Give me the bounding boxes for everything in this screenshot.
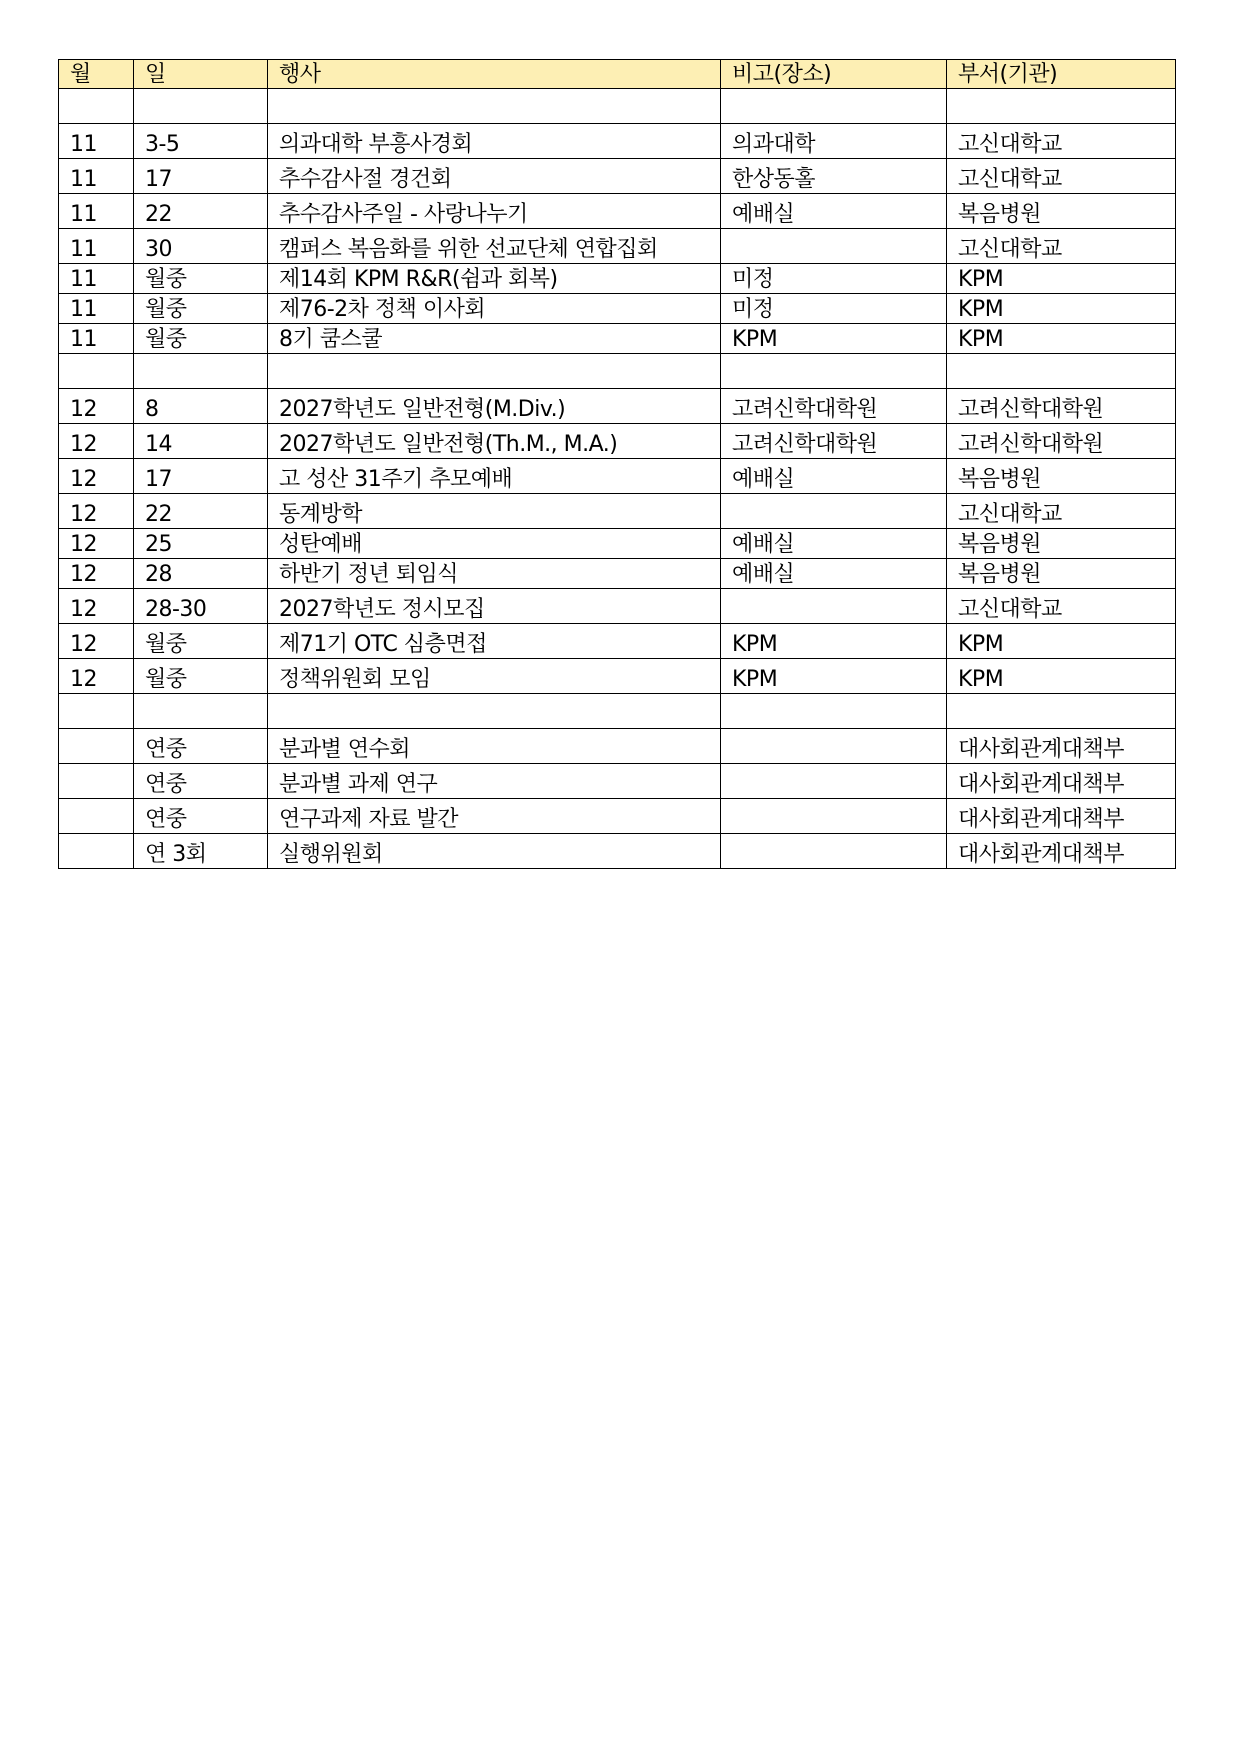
table-row (59, 264, 1176, 294)
header-event: 행사 (268, 60, 721, 89)
cell-location: 고려신학대학원 (721, 389, 947, 424)
cell-month: 12 (59, 459, 134, 494)
cell-month: 11 (59, 159, 134, 194)
table-header-row (59, 60, 1176, 89)
cell-month (59, 799, 134, 834)
table-row (59, 229, 1176, 264)
cell-location (721, 229, 947, 264)
table-row (59, 764, 1176, 799)
cell-day: 25 (134, 529, 268, 559)
cell-location: 고려신학대학원 (721, 424, 947, 459)
cell-month: 11 (59, 194, 134, 229)
cell-department: 복음병원 (947, 529, 1176, 559)
cell-day: 14 (134, 424, 268, 459)
cell-day: 연 3회 (134, 834, 268, 869)
table-row (59, 694, 1176, 729)
cell-location: 예배실 (721, 529, 947, 559)
cell-department: 복음병원 (947, 194, 1176, 229)
cell-day: 28-30 (134, 589, 268, 624)
cell-location: 예배실 (721, 194, 947, 229)
cell-department: KPM (947, 264, 1176, 294)
cell-location (721, 799, 947, 834)
cell-location: 의과대학 (721, 124, 947, 159)
cell-department: KPM (947, 294, 1176, 324)
cell-day: 연중 (134, 799, 268, 834)
table-row (59, 459, 1176, 494)
cell-department (947, 354, 1176, 389)
cell-department: 고신대학교 (947, 589, 1176, 624)
cell-event: 추수감사절 경건회 (268, 159, 721, 194)
cell-location: 미정 (721, 294, 947, 324)
cell-location: 한상동홀 (721, 159, 947, 194)
cell-event: 추수감사주일 - 사랑나누기 (268, 194, 721, 229)
header-day: 일 (134, 60, 268, 89)
cell-month (59, 764, 134, 799)
table-row (59, 124, 1176, 159)
cell-month: 12 (59, 529, 134, 559)
cell-department: 고려신학대학원 (947, 424, 1176, 459)
cell-month: 12 (59, 494, 134, 529)
cell-day: 월중 (134, 264, 268, 294)
cell-event: 하반기 정년 퇴임식 (268, 559, 721, 589)
table-row (59, 424, 1176, 459)
cell-day: 30 (134, 229, 268, 264)
cell-location (721, 694, 947, 729)
cell-event: 의과대학 부흥사경회 (268, 124, 721, 159)
table-row (59, 529, 1176, 559)
cell-event (268, 354, 721, 389)
cell-department: 대사회관계대책부 (947, 799, 1176, 834)
cell-department: 고신대학교 (947, 494, 1176, 529)
table-row (59, 624, 1176, 659)
cell-day: 연중 (134, 729, 268, 764)
cell-department: KPM (947, 324, 1176, 354)
cell-location (721, 729, 947, 764)
table-row (59, 354, 1176, 389)
cell-month (59, 694, 134, 729)
header-location: 비고(장소) (721, 60, 947, 89)
cell-day (134, 354, 268, 389)
cell-location (721, 354, 947, 389)
table-row (59, 589, 1176, 624)
cell-location (721, 764, 947, 799)
table-row (59, 389, 1176, 424)
cell-event: 8기 쿰스쿨 (268, 324, 721, 354)
cell-event: 2027학년도 일반전형(M.Div.) (268, 389, 721, 424)
cell-month: 11 (59, 124, 134, 159)
cell-event: 제71기 OTC 심층면접 (268, 624, 721, 659)
cell-department (947, 89, 1176, 124)
cell-day: 월중 (134, 659, 268, 694)
cell-month: 12 (59, 559, 134, 589)
cell-department (947, 694, 1176, 729)
cell-department: 대사회관계대책부 (947, 729, 1176, 764)
cell-day: 28 (134, 559, 268, 589)
cell-event: 정책위원회 모임 (268, 659, 721, 694)
table-row (59, 729, 1176, 764)
cell-event (268, 694, 721, 729)
cell-department: KPM (947, 659, 1176, 694)
cell-day: 연중 (134, 764, 268, 799)
cell-day: 8 (134, 389, 268, 424)
cell-department: 복음병원 (947, 559, 1176, 589)
cell-location: KPM (721, 324, 947, 354)
cell-department: 복음병원 (947, 459, 1176, 494)
cell-day: 월중 (134, 324, 268, 354)
cell-event: 동계방학 (268, 494, 721, 529)
cell-month: 11 (59, 264, 134, 294)
cell-month: 12 (59, 389, 134, 424)
table-body (59, 89, 1176, 869)
cell-event: 캠퍼스 복음화를 위한 선교단체 연합집회 (268, 229, 721, 264)
table-row (59, 194, 1176, 229)
cell-department: 대사회관계대책부 (947, 834, 1176, 869)
cell-event: 실행위원회 (268, 834, 721, 869)
cell-event: 분과별 과제 연구 (268, 764, 721, 799)
cell-location: 미정 (721, 264, 947, 294)
cell-location: 예배실 (721, 559, 947, 589)
cell-event: 분과별 연수회 (268, 729, 721, 764)
cell-department: 고신대학교 (947, 124, 1176, 159)
cell-location (721, 494, 947, 529)
cell-department: 대사회관계대책부 (947, 764, 1176, 799)
cell-event: 고 성산 31주기 추모예배 (268, 459, 721, 494)
cell-day: 월중 (134, 624, 268, 659)
table-row (59, 294, 1176, 324)
table-row (59, 494, 1176, 529)
table-row (59, 159, 1176, 194)
cell-month: 12 (59, 659, 134, 694)
cell-event: 연구과제 자료 발간 (268, 799, 721, 834)
cell-day (134, 694, 268, 729)
cell-day: 월중 (134, 294, 268, 324)
cell-department: KPM (947, 624, 1176, 659)
table-row (59, 89, 1176, 124)
cell-department: 고신대학교 (947, 229, 1176, 264)
cell-month: 11 (59, 294, 134, 324)
cell-day: 3-5 (134, 124, 268, 159)
table-row (59, 659, 1176, 694)
table-row (59, 834, 1176, 869)
cell-event: 2027학년도 일반전형(Th.M., M.A.) (268, 424, 721, 459)
cell-event: 2027학년도 정시모집 (268, 589, 721, 624)
cell-department: 고신대학교 (947, 159, 1176, 194)
table-row (59, 799, 1176, 834)
cell-month (59, 354, 134, 389)
cell-event: 성탄예배 (268, 529, 721, 559)
cell-location: 예배실 (721, 459, 947, 494)
cell-month: 12 (59, 624, 134, 659)
cell-month (59, 729, 134, 764)
cell-day: 17 (134, 459, 268, 494)
cell-department: 고려신학대학원 (947, 389, 1176, 424)
cell-event (268, 89, 721, 124)
table-row (59, 324, 1176, 354)
cell-location (721, 89, 947, 124)
cell-event: 제14회 KPM R&R(쉼과 회복) (268, 264, 721, 294)
header-department: 부서(기관) (947, 60, 1176, 89)
cell-month: 12 (59, 424, 134, 459)
cell-month (59, 834, 134, 869)
cell-day: 22 (134, 194, 268, 229)
cell-month: 11 (59, 324, 134, 354)
cell-location (721, 834, 947, 869)
cell-month: 12 (59, 589, 134, 624)
cell-day: 22 (134, 494, 268, 529)
cell-location: KPM (721, 659, 947, 694)
table-row (59, 559, 1176, 589)
cell-day (134, 89, 268, 124)
cell-month: 11 (59, 229, 134, 264)
schedule-table (58, 59, 1176, 869)
header-month: 월 (59, 60, 134, 89)
cell-event: 제76-2차 정책 이사회 (268, 294, 721, 324)
cell-month (59, 89, 134, 124)
cell-day: 17 (134, 159, 268, 194)
cell-location: KPM (721, 624, 947, 659)
cell-location (721, 589, 947, 624)
